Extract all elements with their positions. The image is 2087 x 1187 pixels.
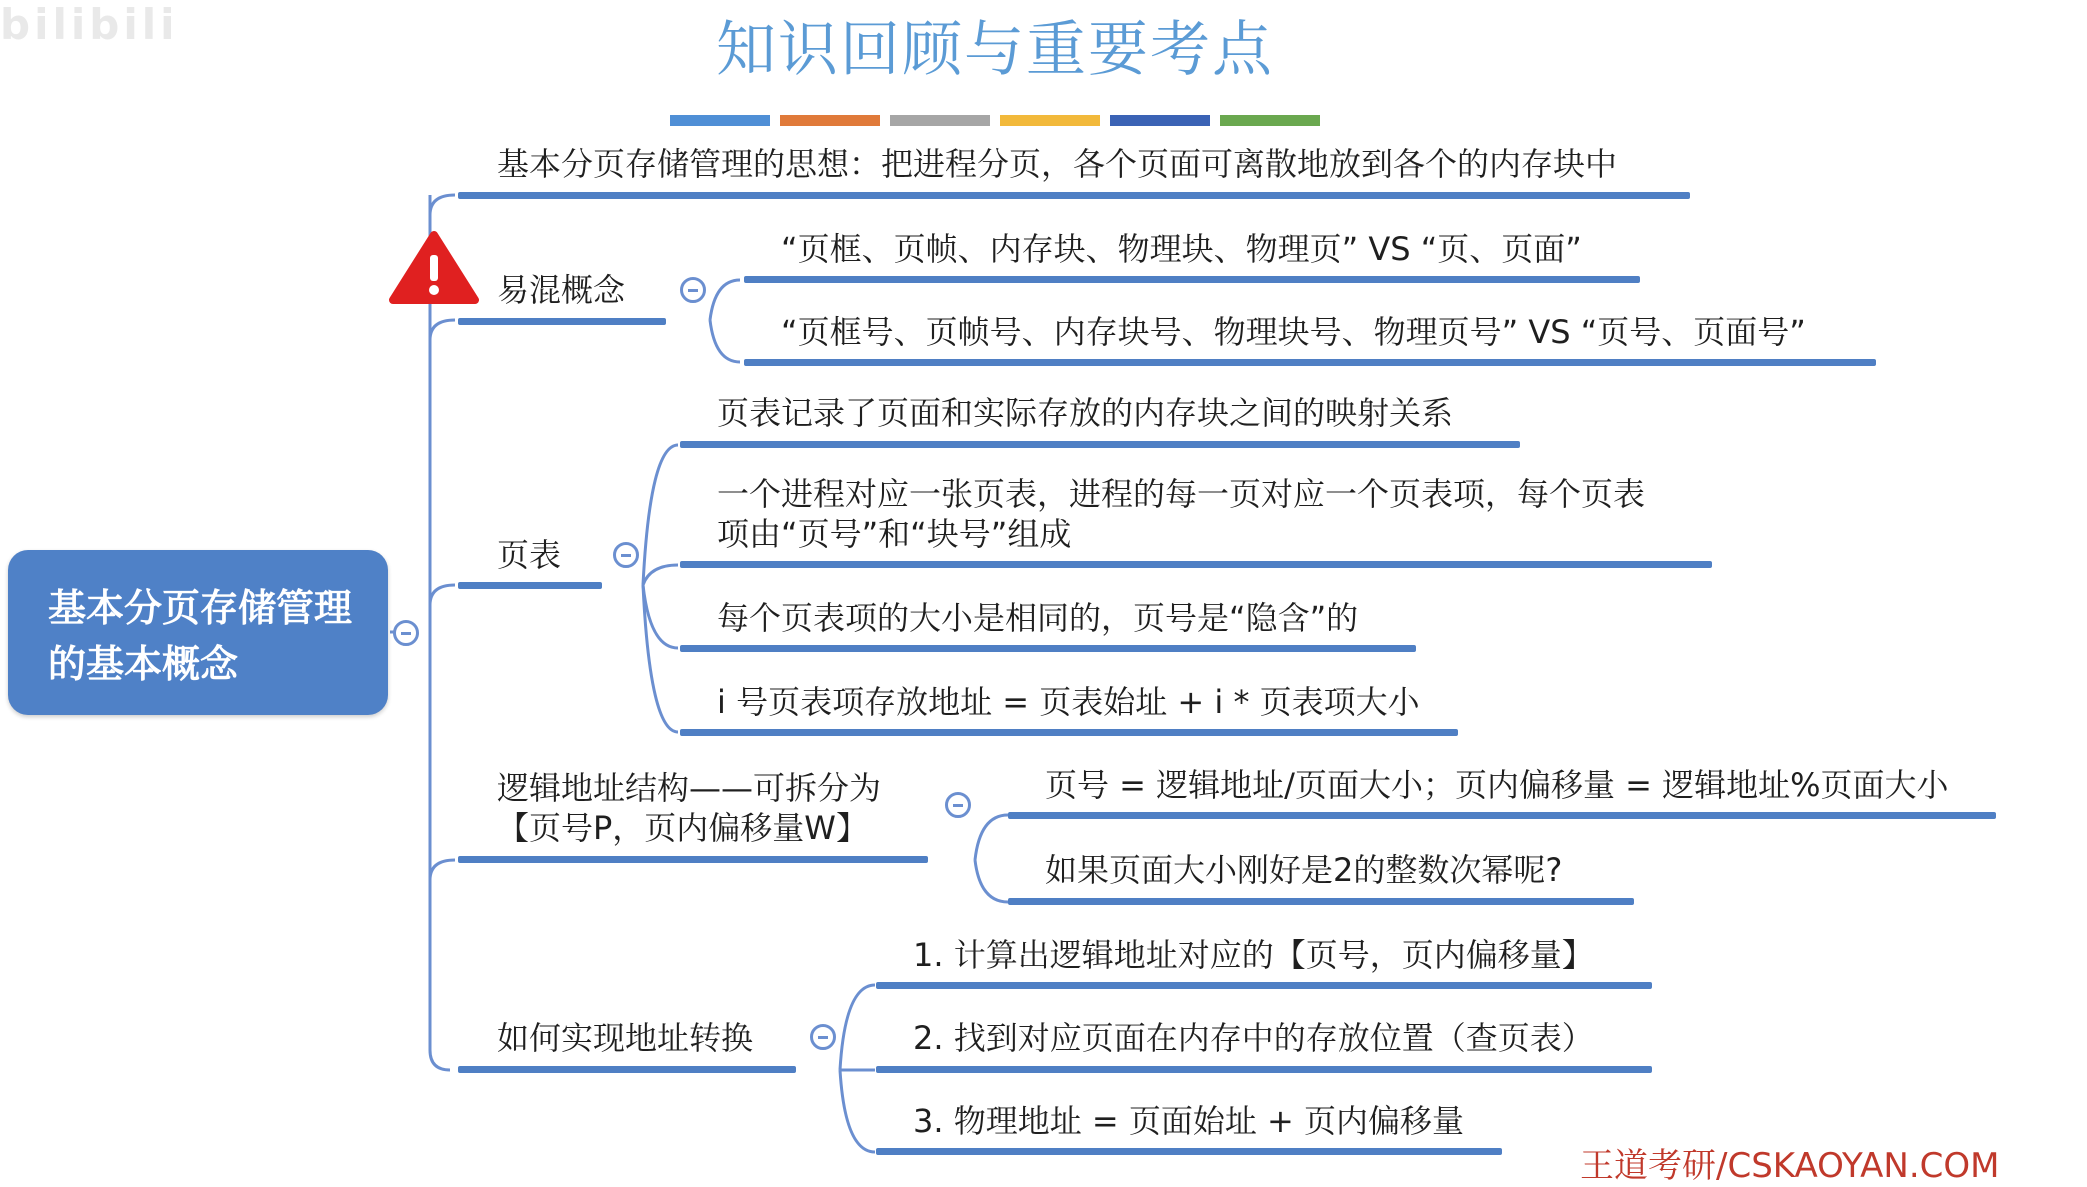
page-table-item-2-line-2: 项由“页号”和“块号”组成 [717,515,1072,553]
page-table-item-4: i 号页表项存放地址 = 页表始址 + i * 页表项大小 [717,683,1420,721]
page-table-underline [458,582,602,589]
link-convert-1 [840,985,875,1070]
convert-node: 如何实现地址转换 [497,1019,754,1057]
convert-underline [458,1066,796,1073]
link-confusing-2 [710,320,740,362]
root-node-label: 基本分页存储管理的基本概念 [48,586,353,686]
confusing-node: 易混概念 [497,271,626,309]
branch-logical [430,860,455,880]
confusing-underline [458,318,666,325]
root-collapse-button[interactable] [393,620,419,646]
link-pt-2 [643,565,678,585]
logical-item-2-underline [1008,898,1634,905]
confusing-collapse-button[interactable] [680,277,706,303]
page-table-item-1: 页表记录了页面和实际存放的内存块之间的映射关系 [717,394,1454,432]
watermark: bilibili [0,0,179,49]
logical-collapse-button[interactable] [945,792,971,818]
convert-item-2: 2. 找到对应页面在内存中的存放位置（查页表） [913,1019,1594,1057]
page-table-node: 页表 [497,536,562,574]
warning-icon [393,235,475,300]
confusing-item-2-underline [744,359,1876,366]
logical-underline [458,856,928,863]
convert-collapse-button[interactable] [810,1024,836,1050]
link-logical-1 [975,815,1008,860]
page-title: 知识回顾与重要考点 [716,15,1274,85]
page-table-item-2-underline [680,561,1712,568]
convert-item-3-underline [876,1148,1502,1155]
logical-node-line-1: 逻辑地址结构——可拆分为 [497,769,882,807]
idea-node: 基本分页存储管理的思想：把进程分页，各个页面可离散地放到各个的内存块中 [497,145,1618,183]
link-confusing-1 [710,280,740,320]
logical-item-1-underline [1008,812,1996,819]
link-logical-2 [975,860,1008,902]
page-table-item-4-underline [680,729,1458,736]
logical-item-1: 页号 = 逻辑地址/页面大小；页内偏移量 = 逻辑地址%页面大小 [1045,766,1949,804]
confusing-item-1-underline [744,276,1640,283]
convert-item-3: 3. 物理地址 = 页面始址 + 页内偏移量 [913,1102,1465,1140]
page-table-item-3-underline [680,645,1416,652]
link-convert-3 [840,1070,875,1152]
page-table-item-1-underline [680,441,1520,448]
link-pt-4 [643,585,678,732]
link-pt-3 [643,585,678,648]
logical-item-2: 如果页面大小刚好是2的整数次幂呢? [1045,851,1563,889]
page-table-item-3: 每个页表项的大小是相同的，页号是“隐含”的 [717,599,1359,637]
footer-brand: 王道考研/CSKAOYAN.COM [1580,1146,2000,1186]
branch-page-table [430,585,455,605]
page-table-item-2-line-1: 一个进程对应一张页表，进程的每一页对应一个页表项，每个页表 [717,475,1646,513]
page-table-collapse-button[interactable] [613,542,639,568]
confusing-item-2: “页框号、页帧号、内存块号、物理块号、物理页号” VS “页号、页面号” [781,313,1806,351]
logical-node-line-2: 【页号P，页内偏移量W】 [497,809,868,847]
idea-underline [458,192,1690,199]
branch-idea [430,195,455,215]
convert-item-1-underline [876,982,1652,989]
branch-confusing [430,320,455,340]
convert-item-2-underline [876,1066,1652,1073]
convert-item-1: 1. 计算出逻辑地址对应的【页号，页内偏移量】 [913,936,1594,974]
confusing-item-1: “页框、页帧、内存块、物理块、物理页” VS “页、页面” [781,230,1582,268]
